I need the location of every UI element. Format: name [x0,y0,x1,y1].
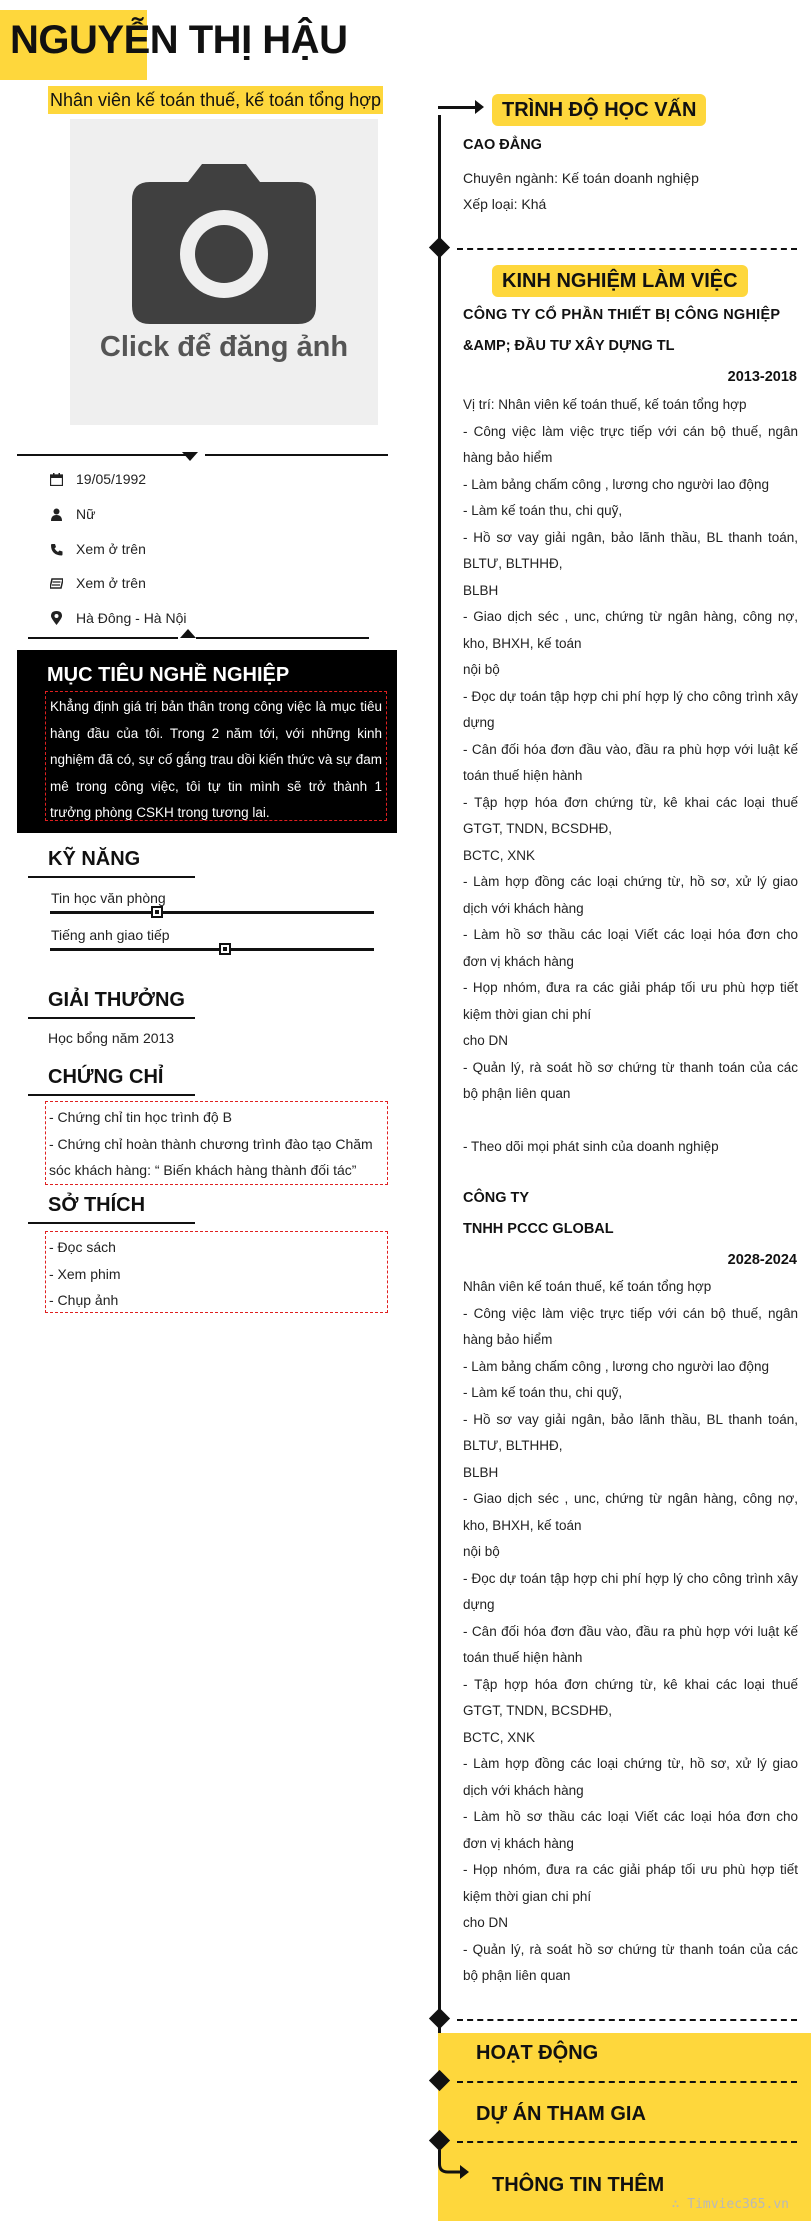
gender-row [48,503,95,525]
divider [205,454,388,456]
skill-label: Tin học văn phòng [51,890,166,906]
job-period[interactable]: 2013-2018 [727,369,797,385]
divider-arrow [182,452,198,461]
experience-title: KINH NGHIỆM LÀM VIỆC [492,265,748,297]
certificate-line: - Chứng chỉ tin học trình độ B [49,1109,232,1125]
job-line: - Đọc dự toán tập hợp chi phí hợp lý cho công trình xây dựng [463,1570,798,1612]
phone-icon [48,541,64,557]
phone-value[interactable]: Xem ở trên [76,541,146,557]
photo-caption: Click để đăng ảnh [99,331,349,363]
education-level[interactable]: CAO ĐẲNG [463,137,542,153]
projects-title[interactable]: DỰ ÁN THAM GIA [476,2103,646,2125]
job-description[interactable] [463,392,798,1161]
birthday-value[interactable]: 19/05/1992 [76,471,147,487]
awards-text[interactable]: Học bổng năm 2013 [48,1030,175,1046]
education-rank[interactable]: Xếp loại: Khá [463,196,547,212]
divider [17,454,187,456]
email-row [48,572,146,594]
watermark: ∴ Timviec365.vn [671,2197,789,2212]
section-underline [28,1094,195,1096]
job-line: - Hồ sơ vay giải ngân, bảo lãnh thầu, BL thanh toán, BLTƯ, BLTHHĐ, [463,1411,798,1453]
section-underline [28,1017,195,1019]
job-line: - Làm hồ sơ thầu các loại Viết các loại hóa đơn cho đơn vị khách hàng [463,927,798,969]
job-line: BLBH [463,1464,499,1480]
job-line: - Quản lý, rà soát hồ sơ chứng từ thanh toán của các bộ phận liên quan [463,1059,798,1101]
job-line: BLBH [463,582,499,598]
job-line: - Công việc làm việc trực tiếp với cán bộ thuế, ngân hàng bảo hiểm [463,423,798,465]
job-line: - Quản lý, rà soát hồ sơ chứng từ thanh toán của các bộ phận liên quan [463,1941,798,1983]
job-line: BCTC, XNK [463,1729,536,1745]
divider [28,637,178,639]
skill-slider-track[interactable] [50,948,374,951]
timeline-arrow [438,106,478,109]
job-line: BCTC, XNK [463,847,536,863]
company-name-cont[interactable]: &AMP; ĐẦU TƯ XÂY DỰNG TL [463,338,675,354]
job-line: - Làm bảng chấm công , lương cho người lao động [463,1358,769,1374]
job-description[interactable] [463,1274,798,1990]
job-line: - Giao dịch séc , unc, chứng từ ngân hàng, công nợ, kho, BHXH, kế toán [463,609,798,651]
job-line: - Tập hợp hóa đơn chứng từ, kê khai các loại thuế GTGT, TNDN, BCSDHĐ, [463,794,798,836]
company-name[interactable]: CÔNG TY [463,1190,530,1206]
job-line: - Cân đối hóa đơn đầu vào, đầu ra phù hợp với luật kế toán thuế hiện hành [463,1623,798,1665]
job-line: nội bộ [463,1544,500,1559]
skills-title: KỸ NĂNG [48,848,141,870]
more-info-title[interactable]: THÔNG TIN THÊM [492,2174,665,2196]
certificates-box[interactable] [45,1101,388,1185]
job-line: - Làm hợp đồng các loại chứng từ, hồ sơ, xử lý giao dịch với khách hàng [463,1756,798,1798]
job-line: nội bộ [463,662,500,677]
divider [196,637,369,639]
camera-icon [130,164,318,324]
timeline-divider [457,248,797,250]
objective-text[interactable]: Khẳng định giá trị bản thân trong công việc là mục tiêu hàng đầu của tôi. Trong 2 năm tới, với những kinh nghiệm đã có, sự cố gắng trau dồi kiến thức và sự đam mê trong công việc, tôi tự tin mình sẽ trở thành 1 trưởng phòng CSKH trong tương lai. [45,691,387,821]
certificate-line: - Chứng chỉ hoàn thành chương trình đào tạo Chăm sóc khách hàng: “ Biến khách hàng thành đối tác” [49,1135,373,1178]
job-line: cho DN [463,1033,509,1048]
timeline-end-arrow [438,2150,474,2186]
job-line: - Tập hợp hóa đơn chứng từ, kê khai các loại thuế GTGT, TNDN, BCSDHĐ, [463,1676,798,1718]
hobbies-title: SỞ THÍCH [48,1194,146,1216]
email-value[interactable]: Xem ở trên [76,575,146,591]
job-line: - Làm hợp đồng các loại chứng từ, hồ sơ, xử lý giao dịch với khách hàng [463,874,798,916]
address-value[interactable]: Hà Đông - Hà Nội [76,610,187,626]
education-major[interactable]: Chuyên ngành: Kế toán doanh nghiệp [463,170,699,186]
job-period[interactable]: 2028-2024 [727,1252,797,1268]
job-line: - Cân đối hóa đơn đầu vào, đầu ra phù hợp với luật kế toán thuế hiện hành [463,741,798,783]
candidate-name[interactable]: NGUYỄN THỊ HẬU [10,18,348,62]
job-line: - Theo dõi mọi phát sinh của doanh nghiệp [463,1139,719,1154]
skill-slider-track[interactable] [50,911,374,914]
timeline-node [429,237,450,258]
objective-section [17,650,397,833]
phone-row [48,538,146,560]
job-line: cho DN [463,1915,509,1930]
gender-value[interactable]: Nữ [76,506,96,522]
job-line: Vị trí: Nhân viên kế toán thuế, kế toán tổng hợp [463,397,747,412]
hobbies-box[interactable] [45,1231,388,1313]
section-underline [28,876,195,878]
user-icon [48,506,64,522]
timeline-divider [457,2019,797,2021]
skill-slider-handle[interactable] [151,906,163,918]
job-line: - Giao dịch séc , unc, chứng từ ngân hàng, công nợ, kho, BHXH, kế toán [463,1491,798,1533]
awards-title: GIẢI THƯỞNG [48,989,185,1011]
avatar-upload[interactable] [70,119,378,425]
job-line: - Đọc dự toán tập hợp chi phí hợp lý cho công trình xây dựng [463,688,798,730]
job-line: - Hồ sơ vay giải ngân, bảo lãnh thầu, BL thanh toán, BLTƯ, BLTHHĐ, [463,529,798,571]
calendar-icon [48,471,64,487]
certificates-title: CHỨNG CHỈ [48,1066,164,1088]
map-pin-icon [48,610,64,626]
timeline-divider [457,2081,797,2083]
address-row [48,607,187,629]
activities-title[interactable]: HOẠT ĐỘNG [476,2042,599,2064]
job-line: - Họp nhóm, đưa ra các giải pháp tối ưu phù hợp tiết kiệm thời gian chi phí [463,980,798,1022]
company-name[interactable]: CÔNG TY CỔ PHẦN THIẾT BỊ CÔNG NGHIỆP [463,307,781,323]
job-line: - Làm kế toán thu, chi quỹ, [463,1385,623,1400]
objective-title: MỤC TIÊU NGHỀ NGHIỆP [47,664,290,686]
job-line [463,1108,798,1135]
timeline-node [429,2008,450,2029]
birthday-row [48,468,146,490]
skill-slider-handle[interactable] [219,943,231,955]
job-line: Nhân viên kế toán thuế, kế toán tổng hợp [463,1279,712,1294]
skill-label: Tiếng anh giao tiếp [51,927,170,943]
timeline-line [438,115,441,2171]
envelope-icon [48,575,64,591]
job-line: - Họp nhóm, đưa ra các giải pháp tối ưu phù hợp tiết kiệm thời gian chi phí [463,1862,798,1904]
hobby-line: - Chụp ảnh [49,1292,119,1308]
company-name-cont[interactable]: TNHH PCCC GLOBAL [463,1221,614,1237]
job-line: - Làm hồ sơ thầu các loại Viết các loại hóa đơn cho đơn vị khách hàng [463,1809,798,1851]
job-line: - Công việc làm việc trực tiếp với cán bộ thuế, ngân hàng bảo hiểm [463,1305,798,1347]
job-line: - Làm kế toán thu, chi quỹ, [463,503,623,518]
timeline-divider [457,2141,797,2143]
job-line: - Làm bảng chấm công , lương cho người lao động [463,476,769,492]
hobby-line: - Xem phim [49,1265,121,1282]
divider-arrow [180,629,196,638]
education-title: TRÌNH ĐỘ HỌC VẤN [492,94,706,126]
section-underline [28,1222,195,1224]
hobby-line: - Đọc sách [49,1239,116,1255]
job-title[interactable]: Nhân viên kế toán thuế, kế toán tổng hợp [48,86,383,114]
